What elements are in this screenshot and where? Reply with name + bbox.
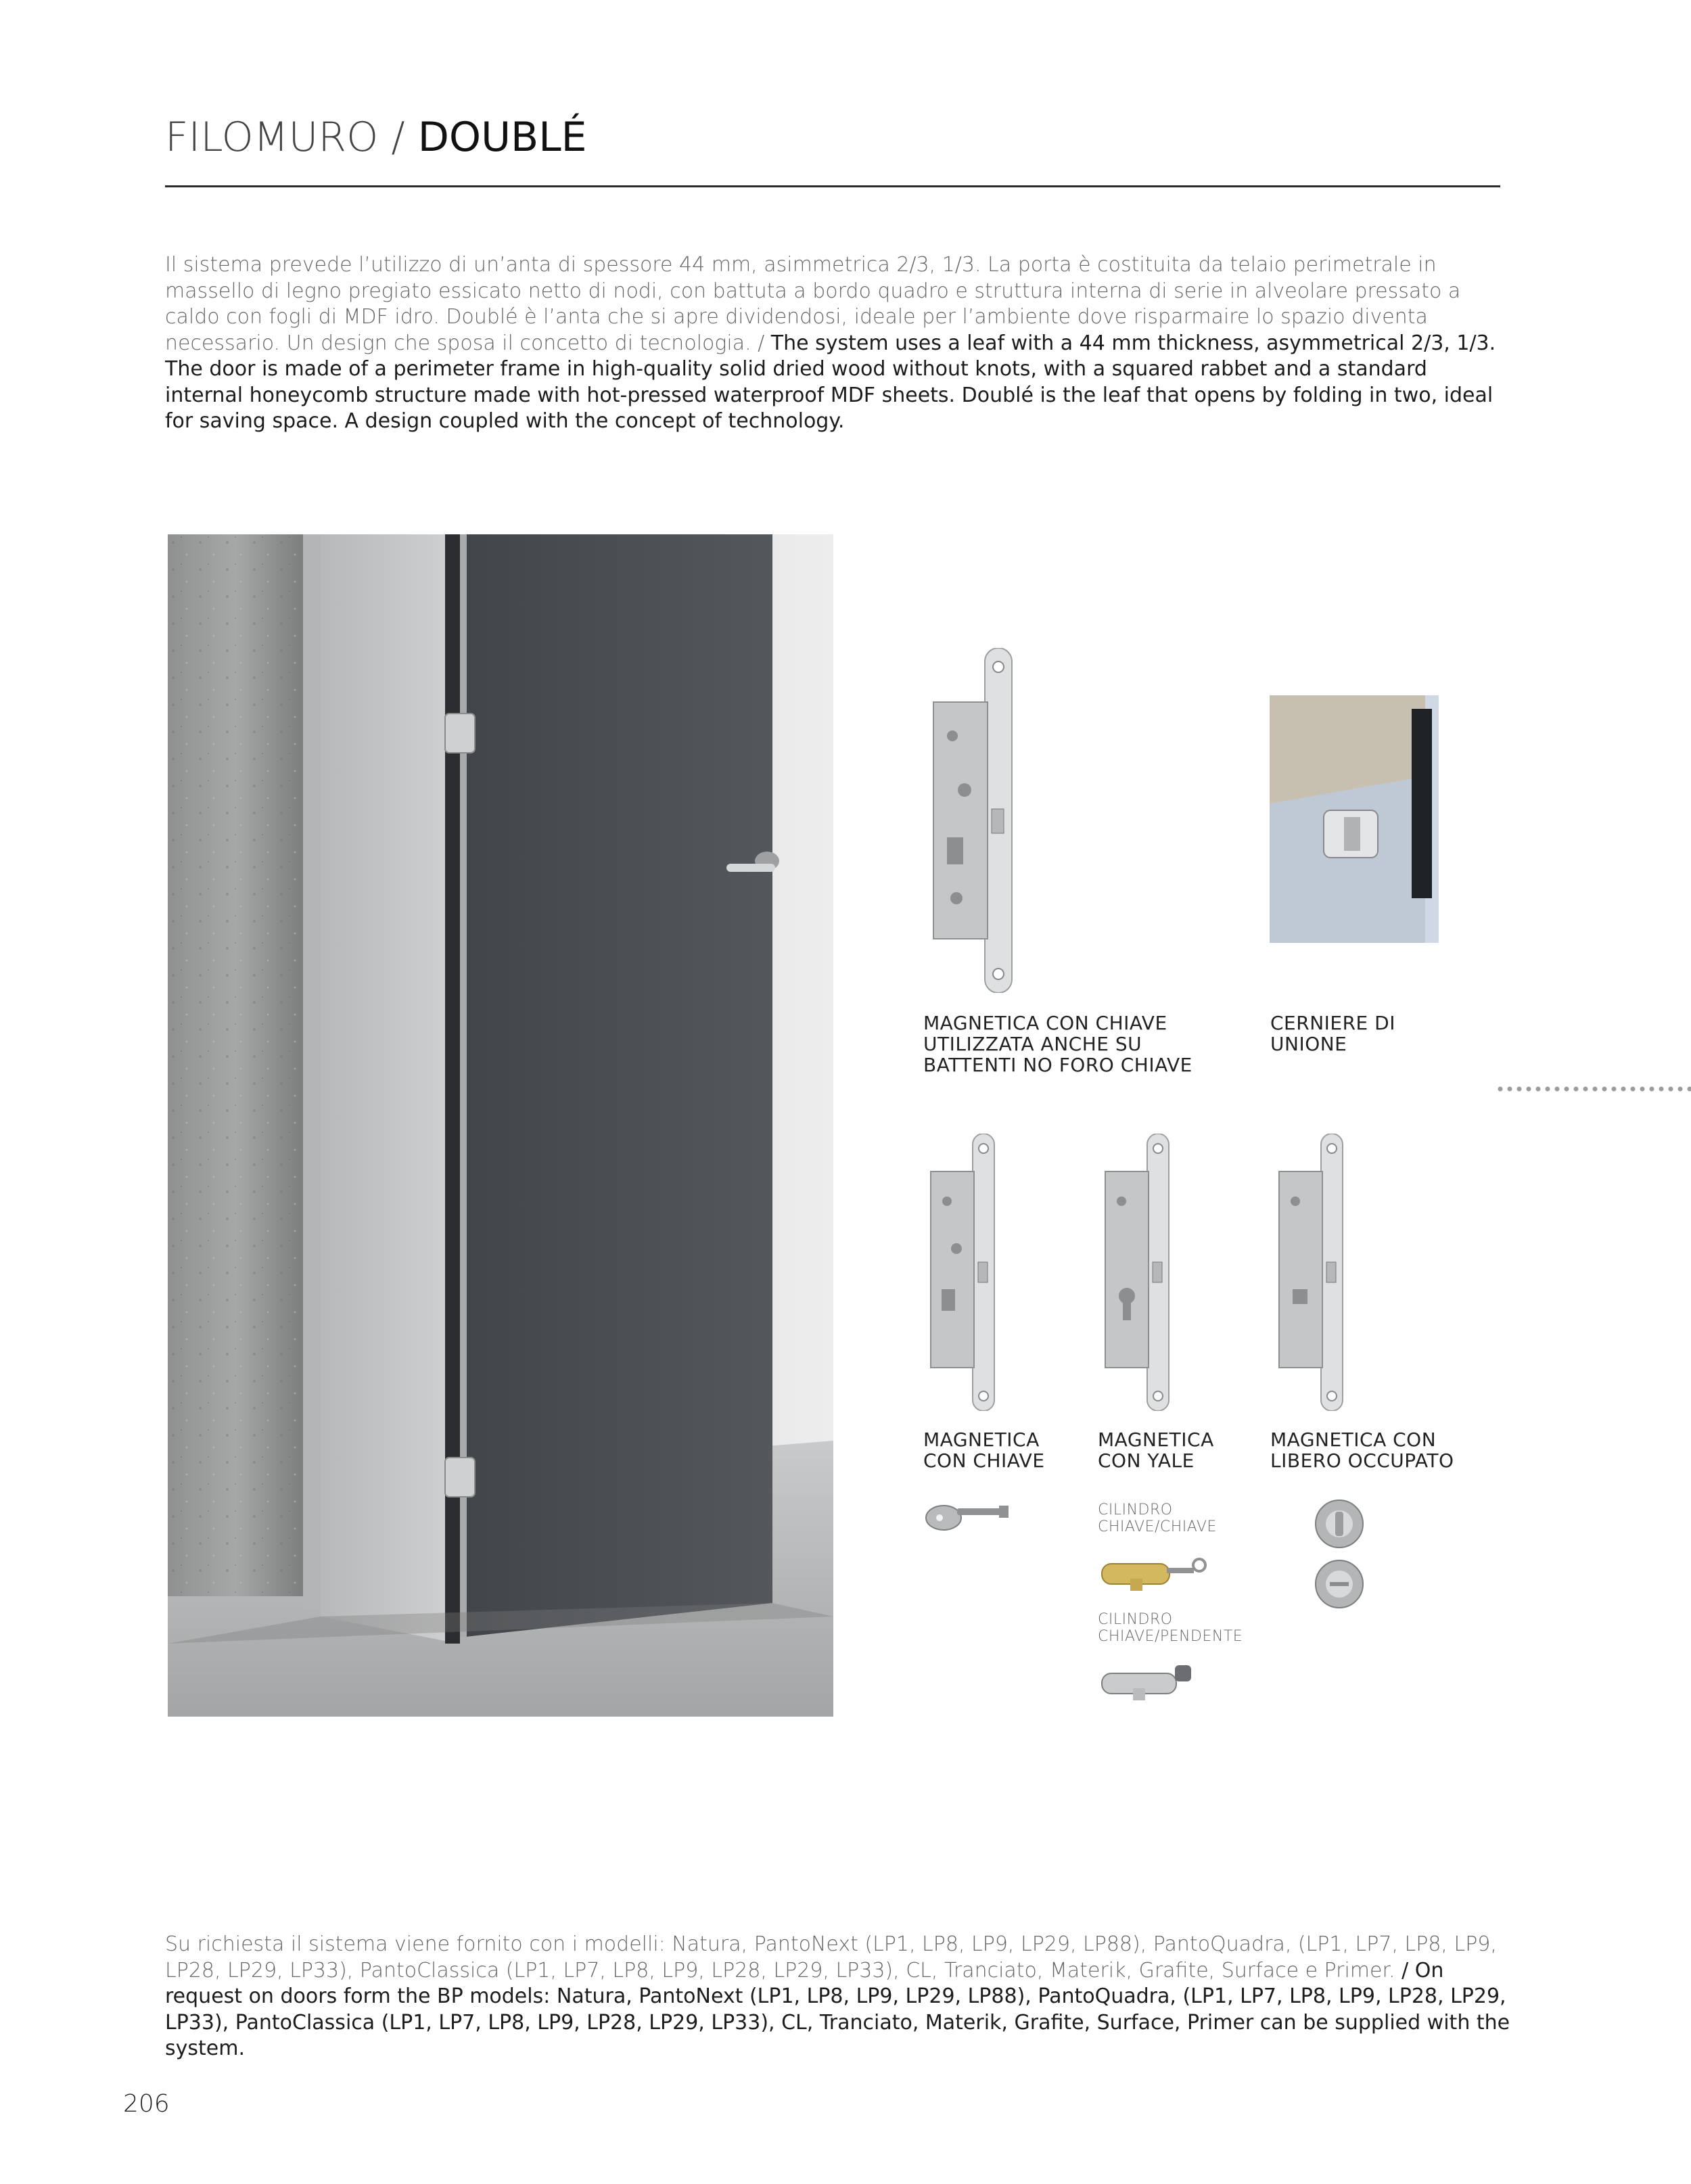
intro-italian: Il sistema prevede l’utilizzo di un’anta di spessore 44 mm, asimmetrica 2/3, 1/3. La porta è costituita da telaio perimetrale in massello di legno pregiato essicato netto di nodi, con battuta a bordo quadro e struttura interna di serie in alveolare pressato a caldo con fogli di MDF idro. Doublé è l’anta che si apre dividendosi, ideale per l’ambiente dove risparmaire lo spazio diventa necessario. Un design che sposa il concetto di tecnologia. / xyxy=(165,253,1461,355)
intro-english: The system uses a leaf with a 44 mm thickness, asymmetrical 2/3, 1/3. The door is made of a perimeter frame in high-quality solid dried wood without knots, with a squared rabbet and a standard internal honeycomb structure made with hot-pressed waterproof MDF sheets. Doublé is the leaf that opens by folding in two, ideal for saving space. A design coupled with the concept of technology. xyxy=(165,331,1496,433)
models-italian: Su richiesta il sistema viene fornito con i modelli: Natura, PantoNext (LP1, LP8, LP9, LP29, LP88), PantoQuadra, (LP1, LP7, LP8, LP9, LP28, LP29, LP33), PantoClassica (LP1, LP7, LP8, LP9, LP28, LP29, LP33), CL, Tranciato, Materik, Grafite, Surface e Primer. xyxy=(165,1932,1497,1982)
cylinder-key-key-icon xyxy=(1099,1549,1207,1596)
caption-cylinder-key-key: CILINDRO CHIAVE/CHIAVE xyxy=(1098,1502,1217,1535)
title-divider xyxy=(165,185,1500,187)
title-bold: DOUBLÉ xyxy=(417,114,587,161)
models-paragraph xyxy=(165,1932,1511,2062)
caption-hinges: CERNIERE DI UNIONE xyxy=(1270,1012,1395,1055)
door-illustration xyxy=(168,534,833,1717)
magnetic-lock-key-icon xyxy=(927,1134,1001,1411)
release-indicator-icon xyxy=(1312,1557,1366,1611)
union-hinges-photo xyxy=(1270,695,1439,943)
magnetic-lock-key-no-hole-icon xyxy=(927,648,1032,993)
models-english: / On request on doors form the BP models: Natura, PantoNext (LP1, LP8, LP9, LP29, LP88), PantoQuadra, (LP1, LP7, LP8, LP9, LP28, LP29, LP33), PantoClassica (LP1, LP7, LP8, LP9, LP28, LP29, LP33), CL, Tranciato, Materik, Grafite, Surface, Primer can be supplied with the system. xyxy=(165,1958,1510,2060)
magnetic-lock-free-busy-icon xyxy=(1275,1134,1349,1411)
dots-indicator xyxy=(1498,1085,1691,1093)
caption-lock-key: MAGNETICA CON CHIAVE xyxy=(923,1428,1045,1472)
caption-cylinder-key-pendant: CILINDRO CHIAVE/PENDENTE xyxy=(1098,1611,1243,1645)
caption-lock-free-busy: MAGNETICA CON LIBERO OCCUPATO xyxy=(1270,1428,1454,1472)
magnetic-lock-yale-icon xyxy=(1101,1134,1176,1411)
intro-paragraph xyxy=(165,252,1498,435)
caption-lock-key-no-hole: MAGNETICA CON CHIAVE UTILIZZATA ANCHE SU BATTENTI NO FORO CHIAVE xyxy=(923,1012,1192,1076)
thumb-turn-knob-icon xyxy=(1312,1497,1366,1551)
key-icon xyxy=(923,1493,1018,1534)
page-number: 206 xyxy=(123,2090,170,2118)
cylinder-key-pendant-icon xyxy=(1099,1657,1201,1704)
page-title xyxy=(165,114,587,161)
title-light: FILOMURO / xyxy=(165,114,418,161)
caption-lock-yale: MAGNETICA CON YALE xyxy=(1098,1428,1214,1472)
door-photo xyxy=(168,534,833,1717)
